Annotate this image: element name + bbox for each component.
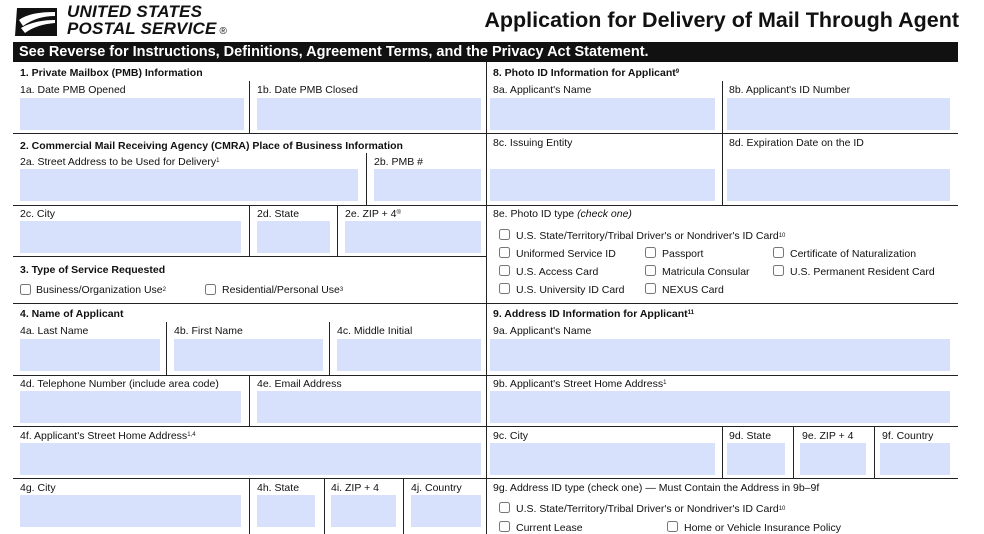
address-id-state-label: 9d. State — [729, 430, 772, 442]
cmra-state-label: 2d. State — [257, 208, 300, 220]
cell-divider — [337, 205, 338, 256]
applicant-country-label: 4j. Country — [411, 482, 462, 494]
cell-divider — [366, 153, 367, 205]
usps-eagle-logo — [13, 6, 59, 38]
cell-divider — [722, 81, 723, 205]
row-divider — [13, 133, 486, 134]
first-name-field[interactable] — [174, 339, 323, 371]
row-divider — [13, 303, 486, 304]
address-id-zip-field[interactable] — [800, 443, 866, 475]
applicant-zip-label: 4i. ZIP + 4 — [331, 482, 379, 494]
date-pmb-closed-label: 1b. Date PMB Closed — [257, 84, 358, 96]
cmra-zip-label: 2e. ZIP + 4® — [345, 208, 401, 220]
expiration-date-label: 8d. Expiration Date on the ID — [729, 137, 864, 149]
cmra-city-field[interactable] — [20, 221, 241, 253]
naturalization-label: Certificate of Naturalization — [790, 248, 917, 260]
telephone-label: 4d. Telephone Number (include area code) — [20, 378, 219, 390]
photo-id-state-id-checkbox[interactable] — [499, 229, 510, 240]
permanent-resident-card-label: U.S. Permanent Resident Card — [790, 266, 935, 278]
cell-divider — [249, 81, 250, 133]
access-card-label: U.S. Access Card — [516, 266, 599, 278]
applicant-state-label: 4h. State — [257, 482, 300, 494]
row-divider — [486, 205, 958, 206]
photo-id-number-label: 8b. Applicant's ID Number — [729, 84, 851, 96]
passport-checkbox[interactable] — [645, 247, 656, 258]
email-field[interactable] — [257, 391, 481, 423]
first-name-label: 4b. First Name — [174, 325, 243, 337]
cmra-street-address-label: 2a. Street Address to be Used for Delivery$^1$ — [20, 156, 220, 168]
photo-id-name-field[interactable] — [490, 98, 715, 130]
cell-divider — [403, 478, 404, 534]
row-divider — [13, 256, 486, 257]
email-label: 4e. Email Address — [257, 378, 342, 390]
cell-divider — [324, 478, 325, 534]
current-lease-label: Current Lease — [516, 522, 583, 534]
applicant-country-field[interactable] — [411, 495, 481, 527]
cmra-city-label: 2c. City — [20, 208, 56, 220]
address-id-state-id-checkbox[interactable] — [499, 502, 510, 513]
insurance-policy-checkbox[interactable] — [667, 521, 678, 532]
section-1-title: 1. Private Mailbox (PMB) Information — [20, 67, 203, 79]
row-divider — [13, 426, 486, 427]
passport-label: Passport — [662, 248, 704, 260]
address-id-state-id-label: U.S. State/Territory/Tribal Driver's or Nondriver's ID Card$^{10}$ — [516, 503, 786, 515]
university-id-checkbox[interactable] — [499, 283, 510, 294]
telephone-field[interactable] — [20, 391, 241, 423]
applicant-city-label: 4g. City — [20, 482, 56, 494]
matricula-consular-label: Matricula Consular — [662, 266, 750, 278]
address-id-country-label: 9f. Country — [882, 430, 934, 442]
business-use-checkbox[interactable] — [20, 284, 31, 295]
address-id-street-label: 9b. Applicant's Street Home Address$^1$ — [493, 378, 667, 390]
uniformed-service-id-checkbox[interactable] — [499, 247, 510, 258]
university-id-label: U.S. University ID Card — [516, 284, 625, 296]
cell-divider — [874, 426, 875, 478]
cell-divider — [722, 426, 723, 478]
photo-id-state-id-label: U.S. State/Territory/Tribal Driver's or Nondriver's ID Card$^{10}$ — [516, 230, 786, 242]
address-id-country-field[interactable] — [880, 443, 950, 475]
date-pmb-closed-field[interactable] — [257, 98, 481, 130]
current-lease-checkbox[interactable] — [499, 521, 510, 532]
permanent-resident-card-checkbox[interactable] — [773, 265, 784, 276]
address-id-street-field[interactable] — [490, 391, 950, 423]
applicant-zip-field[interactable] — [331, 495, 396, 527]
date-pmb-opened-field[interactable] — [20, 98, 244, 130]
row-divider — [486, 375, 958, 376]
address-id-zip-label: 9e. ZIP + 4 — [802, 430, 854, 442]
section-8-title: 8. Photo ID Information for Applicant$^9$ — [493, 67, 680, 79]
expiration-date-field[interactable] — [727, 169, 950, 201]
photo-id-type-label: 8e. Photo ID type (check one) — [493, 208, 632, 220]
cmra-state-field[interactable] — [257, 221, 330, 253]
pmb-number-field[interactable] — [374, 169, 481, 201]
nexus-card-label: NEXUS Card — [662, 284, 724, 296]
middle-initial-field[interactable] — [337, 339, 481, 371]
section-4-title: 4. Name of Applicant — [20, 308, 124, 320]
cmra-street-address-field[interactable] — [20, 169, 358, 201]
issuing-entity-label: 8c. Issuing Entity — [493, 137, 573, 149]
cell-divider — [249, 205, 250, 256]
naturalization-checkbox[interactable] — [773, 247, 784, 258]
last-name-label: 4a. Last Name — [20, 325, 89, 337]
row-divider — [486, 303, 958, 304]
residential-use-label: Residential/Personal Use$^3$ — [222, 284, 344, 296]
row-divider — [486, 478, 958, 479]
section-2-title: 2. Commercial Mail Receiving Agency (CMRA) Place of Business Information — [20, 140, 403, 152]
applicant-city-field[interactable] — [20, 495, 241, 527]
cell-divider — [249, 375, 250, 426]
last-name-field[interactable] — [20, 339, 160, 371]
cmra-zip-field[interactable] — [345, 221, 481, 253]
address-id-city-field[interactable] — [490, 443, 715, 475]
pmb-number-label: 2b. PMB # — [374, 156, 424, 168]
insurance-policy-label: Home or Vehicle Insurance Policy — [684, 522, 841, 534]
date-pmb-opened-label: 1a. Date PMB Opened — [20, 84, 126, 96]
photo-id-number-field[interactable] — [727, 98, 950, 130]
applicant-home-address-field[interactable] — [20, 443, 481, 475]
cell-divider — [166, 322, 167, 375]
matricula-consular-checkbox[interactable] — [645, 265, 656, 276]
residential-use-checkbox[interactable] — [205, 284, 216, 295]
cell-divider — [329, 322, 330, 375]
applicant-state-field[interactable] — [257, 495, 315, 527]
form-title: Application for Delivery of Mail Through Agent — [484, 8, 959, 32]
instructions-banner: See Reverse for Instructions, Definitions, Agreement Terms, and the Privacy Act Statement. — [13, 42, 958, 62]
address-id-state-field[interactable] — [727, 443, 785, 475]
access-card-checkbox[interactable] — [499, 265, 510, 276]
section-3-title: 3. Type of Service Requested — [20, 264, 166, 276]
applicant-home-address-label: 4f. Applicant's Street Home Address$^{1,4}$ — [20, 430, 196, 442]
address-id-city-label: 9c. City — [493, 430, 529, 442]
nexus-card-checkbox[interactable] — [645, 283, 656, 294]
issuing-entity-field[interactable] — [490, 169, 715, 201]
cell-divider — [249, 478, 250, 534]
address-id-type-label: 9g. Address ID type (check one) — Must Contain the Address in 9b–9f — [493, 482, 820, 494]
brand-name-line1: UNITED STATES — [67, 2, 203, 21]
middle-initial-label: 4c. Middle Initial — [337, 325, 413, 337]
section-9-title: 9. Address ID Information for Applicant$^{11}$ — [493, 308, 694, 320]
business-use-label: Business/Organization Use$^2$ — [36, 284, 166, 296]
address-id-name-label: 9a. Applicant's Name — [493, 325, 592, 337]
uniformed-service-id-label: Uniformed Service ID — [516, 248, 616, 260]
cell-divider — [793, 426, 794, 478]
address-id-name-field[interactable] — [490, 339, 950, 371]
photo-id-name-label: 8a. Applicant's Name — [493, 84, 592, 96]
brand-name-line2: POSTAL SERVICE ® — [67, 19, 228, 38]
